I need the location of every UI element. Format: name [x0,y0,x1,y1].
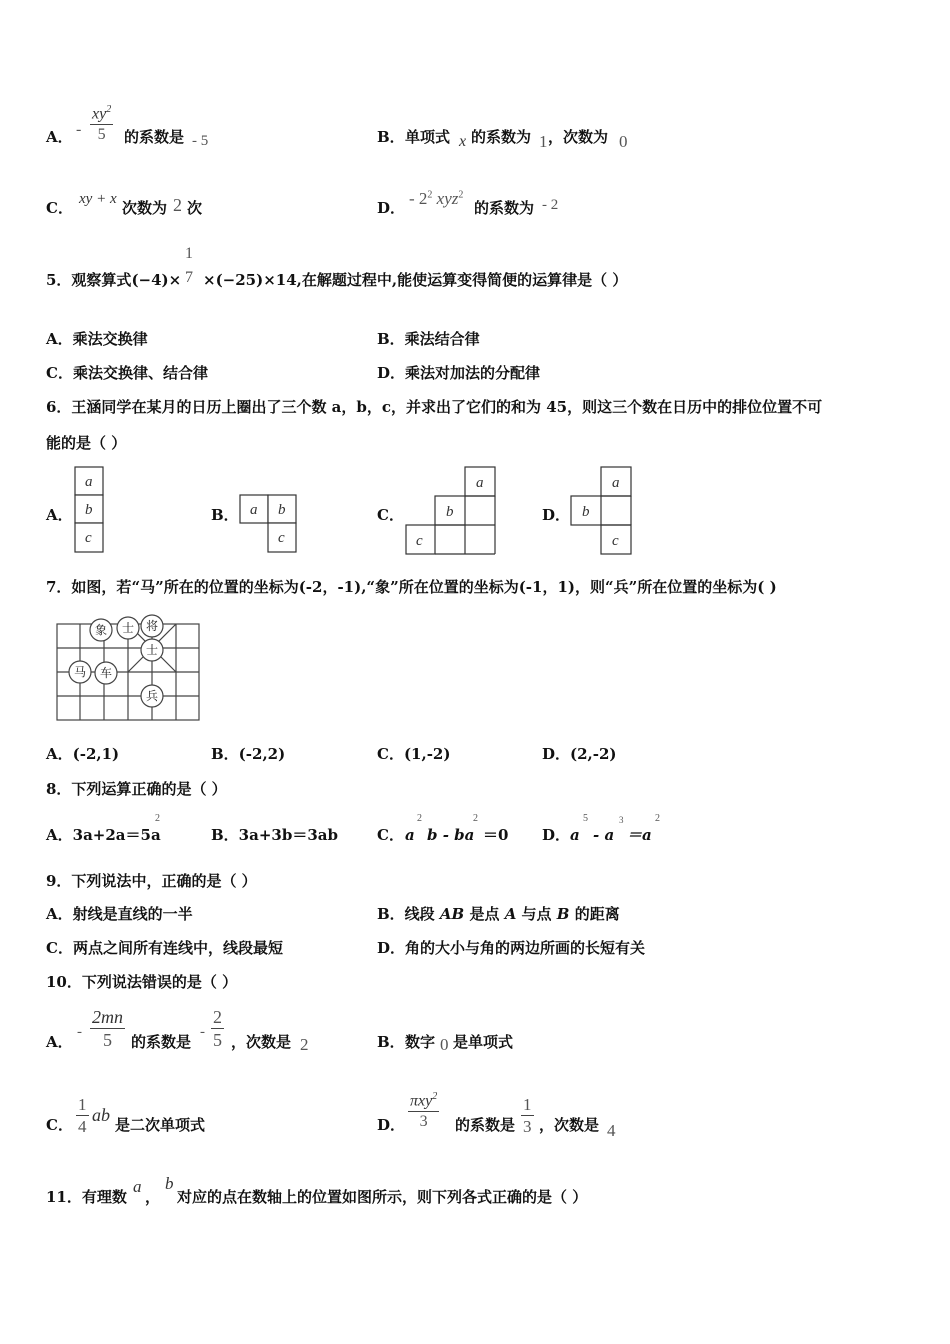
q4-b-val1: 1 [539,132,548,151]
q6-a-letter-c: c [85,530,92,546]
q6-option-c-label: C． [377,506,404,524]
q10-d-text2: ，次数是 [539,1116,600,1134]
q4-d-value: - 2 [542,197,559,213]
q10-a-num: 2mn [92,1007,123,1027]
q10-b-label: B． [377,1033,405,1051]
q5-option-d: D．乘法对加法的分配律 [377,364,541,382]
q7-option-b: B．(-2,2) [211,745,286,763]
q9-option-d: D．角的大小与角的两边所画的长短有关 [377,939,646,957]
q7-option-d: D．(2,-2) [542,745,617,763]
q9-b-a: A [504,905,517,923]
q11-sep: ， [145,1188,161,1206]
q4-d-mid: xyz [432,189,459,208]
q8-a-text: A．3a+2a＝5a [46,826,161,844]
q10-a-val: 2 [300,1035,309,1054]
q11-var-a: a [133,1177,142,1196]
q9-b-pre: B．线段 [377,905,440,923]
q8-d-exp3: 2 [655,813,660,824]
q4-d-exp1: 2 [427,189,433,201]
q7-piece-jiang: 将 [145,619,159,633]
q6-c-letter-a: a [476,475,484,491]
q6-option-b-label: B． [211,506,239,524]
q4-a-label: A． [46,128,73,146]
q4-b-var: x [459,133,467,150]
q6-d-letter-b: b [582,504,590,520]
q5-option-c: C．乘法交换律、结合律 [46,364,208,382]
q6-stem-line1: 6．王涵同学在某月的日历上圈出了三个数 a，b，c，并求出了它们的和为 45，则这三个数在日历中的排位位置不可 [46,398,823,416]
q9-b-mid1: 是点 [464,905,505,923]
q10-b-text2: 是单项式 [453,1033,514,1051]
q10-d-label: D． [377,1116,406,1134]
q6-a-letter-b: b [85,502,93,518]
q6-option-c-figure [405,466,497,556]
q10-b-text1: 数字 [405,1033,436,1051]
q10-a-fraction [90,1008,125,1049]
q6-option-d-figure [570,466,634,556]
q10-b-val: 0 [440,1035,449,1054]
q4-c-expr: xy + x [79,191,117,207]
q11-pre: 11．有理数 [46,1188,127,1206]
q6-d-letter-a: a [612,475,620,491]
q8-d-a3: ＝a [627,826,652,844]
q4-d-pre: - 2 [409,189,428,208]
q10-d-val: 4 [607,1121,616,1140]
q6-b-letter-a: a [250,502,258,518]
q8-c-end: ＝0 [483,826,509,844]
q4-b-val2: 0 [619,132,628,151]
q10-a-text1: 的系数是 [131,1033,192,1051]
q10-c-den: 4 [78,1117,87,1136]
q5-frac-den: 7 [185,269,193,286]
q9-option-a: A．射线是直线的一半 [46,905,193,923]
q8-d-exp2: 3 [619,815,624,825]
q8-c-label: C． [377,826,404,844]
q9-b-mid2: 与点 [516,905,557,923]
q10-d-num2: 1 [523,1095,532,1114]
q5-stem-pre: 5．观察算式(−4)× [46,271,182,289]
q10-a-label: A． [46,1033,73,1051]
q10-a-den2: 5 [213,1030,222,1050]
q6-option-b-figure [239,494,299,554]
q6-c-letter-c: c [416,533,423,549]
q10-c-var: ab [92,1105,110,1125]
q7-stem: 7．如图，若“马”所在的位置的坐标为(-2，-1),“象”所在位置的坐标为(-1，1)，则“兵”所在位置的坐标为( ) [46,578,777,596]
q4-a-num: xy [92,105,107,123]
q8-c-a: a [405,826,415,844]
q8-d-a2: - a [593,826,615,844]
q4-a-minus: - [76,121,82,138]
q10-d-den: 3 [419,1113,428,1131]
q6-option-d-label: D． [542,506,571,524]
q4-d-label: D． [377,199,406,217]
q10-d-exp: 2 [432,1091,438,1102]
q10-d-den2: 3 [523,1117,532,1136]
q7-piece-shi1: 士 [121,621,135,635]
q5-frac-num: 1 [185,245,193,262]
q6-b-letter-c: c [278,530,285,546]
q9-b-ab: AB [439,905,465,923]
q5-option-a: A．乘法交换律 [46,330,148,348]
q7-piece-che: 车 [99,666,113,680]
q8-c-mid: b - ba [427,826,475,844]
q6-c-letter-b: b [446,504,454,520]
q10-a-minus2: - [200,1024,205,1040]
q4-c-text2: 次 [187,199,203,217]
q10-d-fraction [408,1092,439,1130]
q10-c-num: 1 [78,1095,87,1114]
q10-a-minus: - [77,1024,82,1040]
q7-option-a: A．(-2,1) [46,745,120,763]
q10-d-text1: 的系数是 [455,1116,516,1134]
q10-a-text2: ，次数是 [231,1033,292,1051]
q8-c-exp1: 2 [417,813,422,824]
q7-piece-ma: 马 [73,665,87,679]
q4-b-text1: 单项式 [405,128,451,146]
q5-option-b: B．乘法结合律 [377,330,480,348]
q9-stem: 9．下列说法中，正确的是（ ） [46,872,257,890]
q7-piece-bing: 兵 [145,689,159,703]
q9-option-b [377,907,620,922]
q10-c-fraction [76,1096,89,1135]
q8-stem: 8．下列运算正确的是（ ） [46,780,227,798]
q10-c-text: 是二次单项式 [115,1116,206,1134]
q10-d-fraction2 [521,1096,534,1135]
q7-chess-board [56,620,202,722]
q8-d-label: D． [542,826,571,844]
q4-c-label: C． [46,199,73,217]
q8-option-b: B．3a+3b＝3ab [211,826,338,844]
q6-option-a-figure [74,466,104,554]
q10-stem: 10．下列说法错误的是（ ） [46,973,238,991]
q7-option-c: C．(1,-2) [377,745,451,763]
q10-d-num: πxy [410,1092,433,1110]
q4-a-exp: 2 [106,104,112,115]
q4-b-text3: ，次数为 [548,128,609,146]
q10-a-den: 5 [103,1030,112,1050]
q6-stem-line2: 能的是（ ） [46,434,127,452]
q9-option-c: C．两点之间所有连线中，线段最短 [46,939,283,957]
q4-c-val: 2 [173,195,182,215]
q5-fraction [183,246,195,286]
q9-b-b: B [556,905,570,923]
q5-stem-post: ×(−25)×14,在解题过程中,能使运算变得简便的运算律是（ ） [203,271,628,289]
q8-d-exp1: 5 [583,813,588,824]
q10-a-num2: 2 [213,1007,222,1027]
q4-b-label: B． [377,128,405,146]
q8-d-a1: a [570,826,580,844]
q4-a-text: 的系数是 [124,128,185,146]
q7-piece-xiang: 象 [94,623,108,637]
q4-a-value: - 5 [192,133,209,149]
q6-d-letter-c: c [612,533,619,549]
q6-a-letter-a: a [85,474,93,490]
q4-c-text1: 次数为 [122,199,168,217]
q6-b-letter-b: b [278,502,286,518]
q9-b-post: 的距离 [569,905,620,923]
q6-option-a-label: A． [46,506,73,524]
q11-post: 对应的点在数轴上的位置如图所示，则下列各式正确的是（ ） [177,1188,588,1206]
q10-c-label: C． [46,1116,73,1134]
q11-var-b: b [165,1174,174,1193]
q4-b-text2: 的系数为 [471,128,532,146]
q4-a-den: 5 [97,126,106,144]
q4-a-fraction [90,105,113,143]
q8-a-exp: 2 [155,813,160,824]
q4-d-exp2: 2 [458,189,464,201]
q10-a-fraction2 [211,1008,224,1049]
q4-d-text: 的系数为 [474,199,535,217]
q4-d-expr [409,190,463,207]
q7-piece-shi2: 士 [145,643,159,657]
q8-c-exp2: 2 [473,813,478,824]
